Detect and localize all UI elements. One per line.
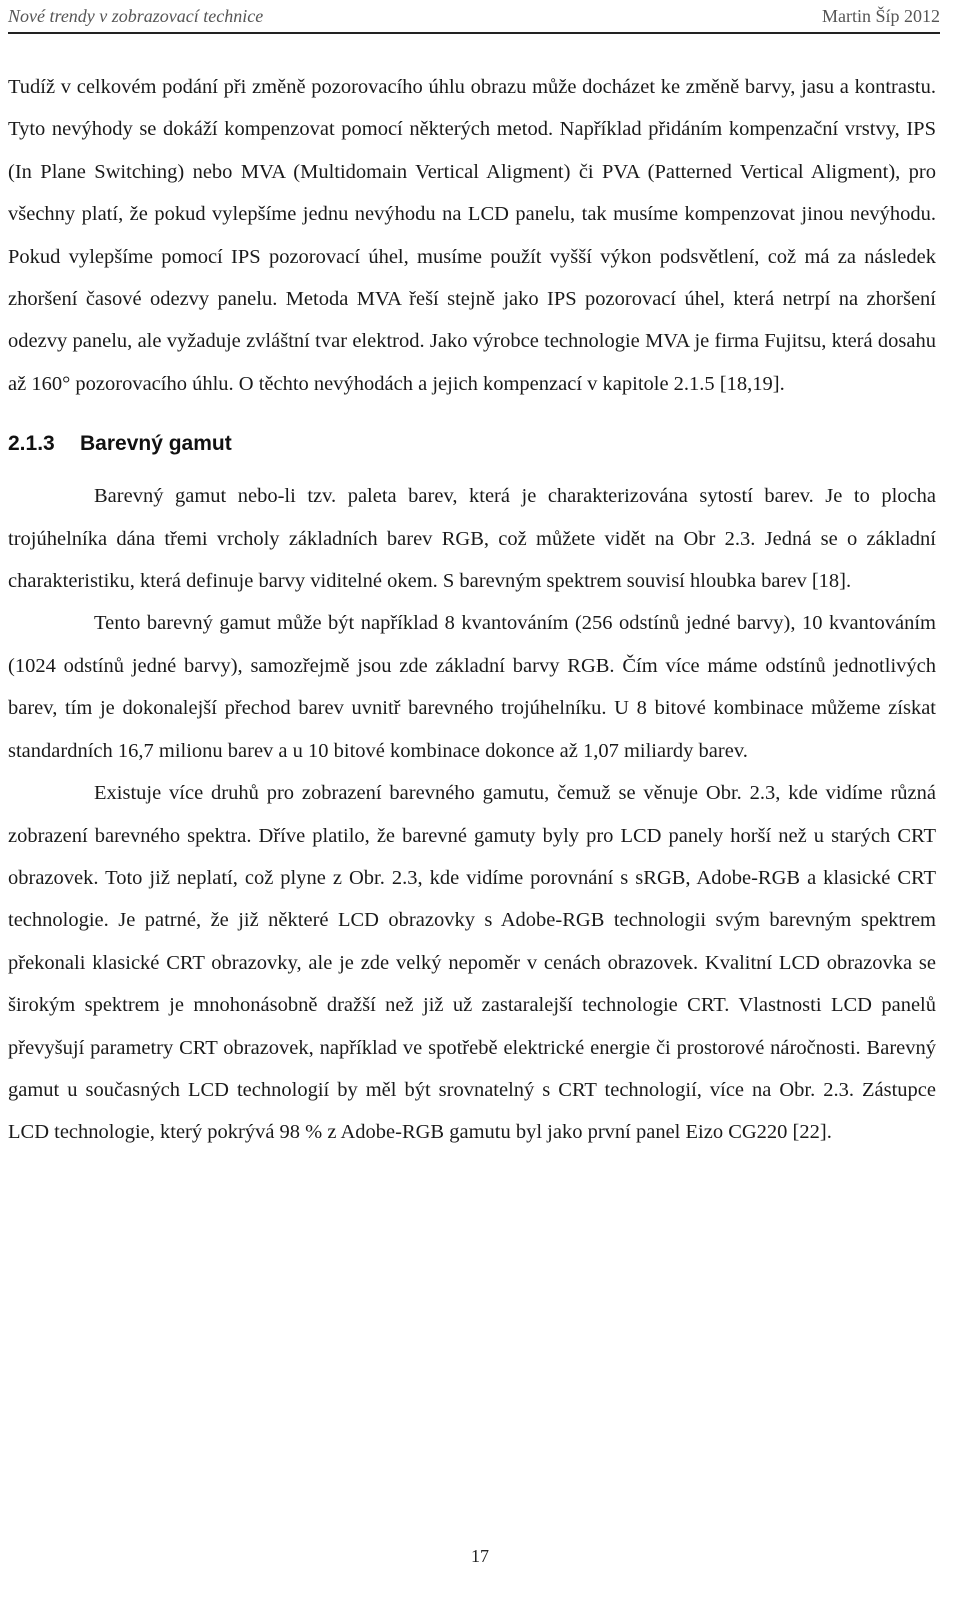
header-author-year: Martin Šíp 2012 bbox=[821, 6, 940, 26]
page-number: 17 bbox=[471, 1546, 489, 1566]
section-title: Barevný gamut bbox=[80, 432, 232, 456]
section-number: 2.1.3 bbox=[8, 432, 55, 456]
running-header bbox=[8, 4, 940, 34]
paragraph-gamut-definition: Barevný gamut nebo-li tzv. paleta barev, která je charakterizována sytostí barev. Je to plocha trojúhelníka dána třemi vrcholy základních barev RGB, což můžete vidět na Obr 2.3. Jedná se o základní charakteristiku, která definuje barvy viditelné okem. S barevným spektrem souvisí hloubka barev [18]. bbox=[8, 485, 936, 593]
section-heading bbox=[8, 427, 936, 461]
paragraph-viewing-angle: Tudíž v celkovém podání při změně pozorovacího úhlu obrazu může docházet ke změně barvy, jasu a kontrastu. Tyto nevýhody se dokáží kompenzovat pomocí některých metod. Například přidáním kompenzační vrstvy, IPS (In Plane Switching) nebo MVA (Multidomain Vertical Aligment) či PVA (Patterned Vertical Aligment), pro všechny platí, že pokud vylepšíme jednu nevýhodu na LCD panelu, tak musíme kompenzovat jinou nevýhodu. Pokud vylepšíme pomocí IPS pozorovací úhel, musíme použít vyšší výkon podsvětlení, což má za následek zhoršení časové odezvy panelu. Metoda MVA řeší stejně jako IPS pozorovací úhel, která netrpí na zhoršení odezvy panelu, ale vyžaduje zvláštní tvar elektrod. Jako výrobce technologie MVA je firma Fujitsu, která dosahu až 160° pozorovacího úhlu. O těchto nevýhodách a jejich kompenzací v kapitole 2.1.5 [18,19]. bbox=[8, 76, 936, 395]
paragraph-gamut-comparison: Existuje více druhů pro zobrazení barevného gamutu, čemuž se věnuje Obr. 2.3, kde vidíme různá zobrazení barevného spektra. Dříve platilo, že barevné gamuty byly pro LCD panely horší než u starých CRT obrazovek. Toto již neplatí, což plyne z Obr. 2.3, kde vidíme porovnání s sRGB, Adobe-RGB a klasické CRT technologie. Je patrné, že již některé LCD obrazovky s Adobe-RGB technologii svým barevným spektrem překonali klasické CRT obrazovky, ale je zde velký nepoměr v cenách obrazovek. Kvalitní LCD obrazovka se širokým spektrem je mnohonásobně dražší než již už zastaralejší technologie CRT. Vlastnosti LCD panelů převyšují parametry CRT obrazovek, například ve spotřebě elektrické energie či prostorové náročnosti. Barevný gamut u současných LCD technologií by měl být srovnatelný s CRT technologií, více na Obr. 2.3. Zástupce LCD technologie, který pokrývá 98 % z Adobe-RGB gamutu byl jako první panel Eizo CG220 [22]. bbox=[8, 782, 936, 1144]
paragraph-quantization: Tento barevný gamut může být například 8 kvantováním (256 odstínů jedné barvy), 10 kvantováním (1024 odstínů jedné barvy), samozřejmě jsou zde základní barvy RGB. Čím více máme odstínů jednotlivých barev, tím je dokonalejší přechod barev uvnitř barevného trojúhelníku. U 8 bitové kombinace můžeme získat standardních 16,7 milionu barev a u 10 bitové kombinace dokonce až 1,07 miliardy barev. bbox=[8, 612, 936, 762]
page-body bbox=[8, 66, 936, 1154]
header-title: Nové trendy v zobrazovací technice bbox=[8, 6, 264, 26]
